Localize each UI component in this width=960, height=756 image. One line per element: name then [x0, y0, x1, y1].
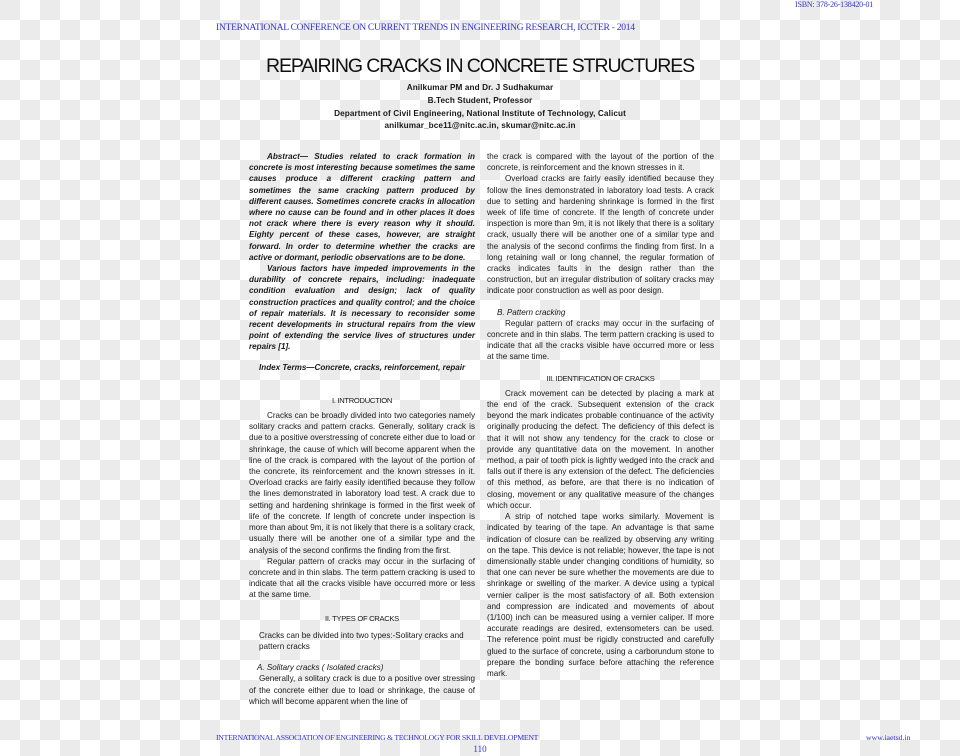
identification-paragraph-1: Crack movement can be detected by placing a mark at the end of the crack. Subsequent extension of the crack beyond the mark indicates probable continuance of the activity originally producing the defect. The deficiency of this defect is that it will not show any tendency for the crack to close or provide any quantitative data on the movement. In another method, a pair of tooth pick is lightly wedged into the crack and falls out if there is any extension of the defect. The deficiencies of this method, as before, are that there is no indication of closing, movement or any qualitative measure of the changes which occur. [487, 388, 714, 510]
intro-paragraph-2: Regular pattern of cracks may occur in the surfacing of concrete and in thin slabs. The term pattern cracking is used to indicate that all the cracks visible have occurred more or less at the same time. [249, 556, 475, 600]
pattern-paragraph: Regular pattern of cracks may occur in the surfacing of concrete and in thin slabs. The term pattern cracking is used to indicate that all the cracks visible have occurred more or less at the same time. [487, 318, 714, 362]
subsection-solitary-cracks: A. Solitary cracks ( Isolated cracks) [257, 663, 384, 673]
overload-paragraph: Overload cracks are fairly easily identified because they follow the lines demonstrated in laboratory load tests. A crack due to setting and hardening shrinkage is formed in the first week of life time of concrete. If the length of concrete under inspection is more than 9m, it is not likely that there is a solitary crack, usually there will be another one of a similar type and the analysis of the second confirms the finding from first. In a long retaining wall or long channel, the regular formation of cracks indicates faults in the design rather than the construction, but an irregular distribution of solitary cracks may indicate poor construction as well as poor design. [487, 174, 714, 296]
solitary-paragraph: Generally, a solitary crack is due to a positive over stressing of the concrete either due to load or shrinkage, the cause of which will become apparent when the line of [249, 674, 475, 706]
paper-title: REPAIRING CRACKS IN CONCRETE STRUCTURES [265, 55, 695, 77]
intro-paragraph-1: Cracks can be broadly divided into two categories namely solitary cracks and pattern cracks. Generally, solitary crack is due to a positive overstressing of concrete either due to load or shrinkage, the cause of which will become apparent when the line of the crack is compared with the layout of the portion of the concrete, its reinforcement and the known stresses in it. Overload cracks are fairly easily identified because they follow the lines demonstrated in laboratory load test. A crack due to setting and hardening shrinkage is formed in the first week of life of the concrete. If length of concrete under inspection is more than about 9m, it is not likely that there is a solitary crack, usually there will be another one of a similar type and the analysis of the second confirms the finding from the first. [249, 411, 475, 555]
identification-paragraph-2: A strip of notched tape works similarly. Movement is indicated by tearing of the tape. An advantage is that same indication of closure can be realized by observing any writing on the tape. This device is not reliable; however, the tape is not dimensionally stable under changing conditions of humidity, so that one can never be sure whether the movements are due to shrinkage or swelling of the marker. A device using a typical vernier caliper is the most satisfactory of all. Both extension and compression are indicated and movements of about (1/100) inch can be measured using a vernier caliper. If more accurate readings are desired, extensometers can be used. The reference point must be rigidly constructed and carefully glued to the surface of concrete, using a carborundum stone to prepare the bonding surface before attaching the reference mark. [487, 512, 714, 678]
section-heading-identification: III. IDENTIFICATION OF CRACKS [546, 373, 655, 383]
page-number: 110 [473, 744, 487, 754]
author-roles: B.Tech Student, Professor [427, 96, 533, 105]
abstract-paragraph-1: Abstract— Studies related to crack formation in concrete is most interesting because sometimes the same causes produce a different cracking pattern and sometimes the same cracking pattern produced by different causes. Sometimes concrete cracks in allocation where no cause can be found and in other places it does not crack where there is every reason why it should. Eighty percent of these cases, however, are straight forward. In order to determine whether the cracks are active or dormant, periodic observations are to be done. [249, 152, 475, 262]
left-column [249, 151, 475, 707]
footer-website[interactable]: www.iaetsd.in [866, 733, 911, 742]
author-emails: anilkumar_bce11@nitc.ac.in, skumar@nitc.ac.in [384, 121, 576, 130]
right-column [487, 151, 714, 679]
index-terms: Index Terms—Concrete, cracks, reinforcement, repair [259, 362, 466, 372]
subsection-pattern-cracking: B. Pattern cracking [497, 307, 566, 317]
affiliation: Department of Civil Engineering, National Institute of Technology, Calicut [334, 109, 626, 118]
section-heading-introduction: I. INTRODUCTION [331, 395, 393, 405]
abstract-paragraph-2: Various factors have impeded improvements in the durability of concrete repairs, including: inadequate condition evaluation and design; lack of quality construction practices and quality control; and the choice of repair materials. It is necessary to reconsider some recent developments in structural repairs from the view point of extending the service lives of structures under repairs [1]. [249, 264, 475, 352]
authors: Anilkumar PM and Dr. J Sudhakumar [406, 83, 554, 92]
conference-header: INTERNATIONAL CONFERENCE ON CURRENT TRENDS IN ENGINEERING RESEARCH, ICCTER - 2014 [216, 22, 635, 33]
isbn-label: ISBN: 378-26-138420-01 [795, 0, 874, 9]
section-heading-types: II. TYPES OF CRACKS [325, 613, 399, 623]
continued-paragraph: the crack is compared with the layout of the portion of the concrete, is reinforcement and the known stresses in it. [487, 152, 714, 173]
types-paragraph: Cracks can be divided into two types:-Solitary cracks and pattern cracks [259, 630, 464, 651]
footer-organization: INTERNATIONAL ASSOCIATION OF ENGINEERING & TECHNOLOGY FOR SKILL DEVELOPMENT [216, 733, 539, 742]
